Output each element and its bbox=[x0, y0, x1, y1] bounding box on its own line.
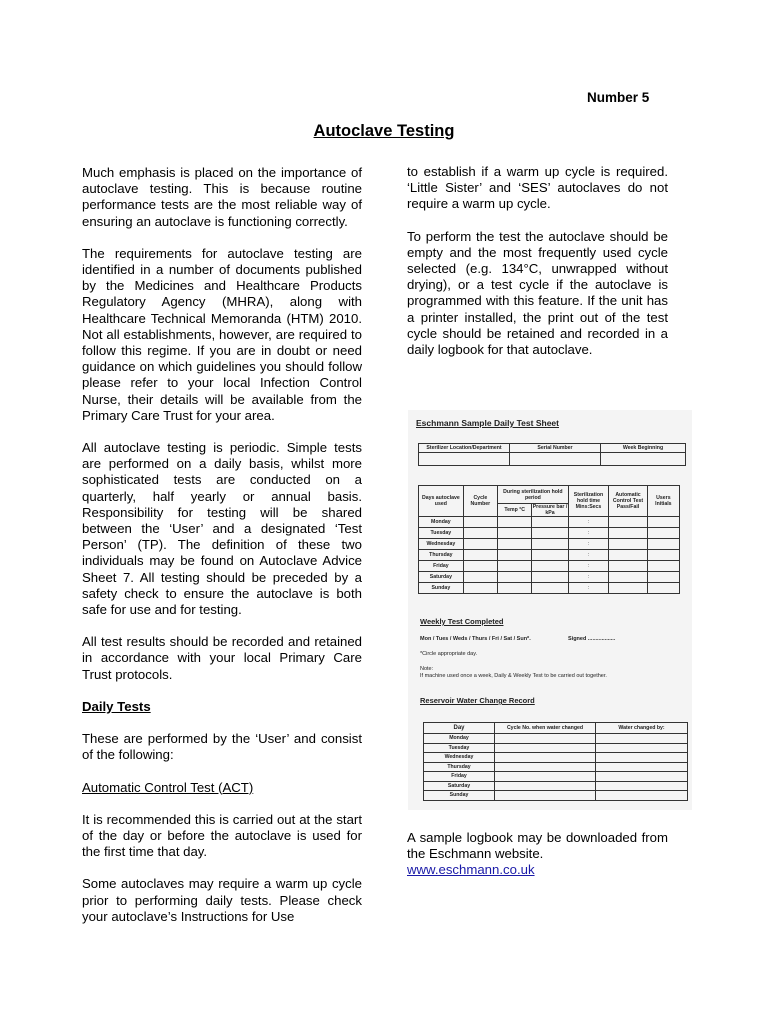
row-day: Tuesday bbox=[419, 528, 464, 539]
header-week: Week Beginning bbox=[601, 444, 686, 453]
daily-tests-heading: Daily Tests bbox=[82, 698, 151, 714]
col-during: During sterilization hold period bbox=[498, 486, 569, 504]
eschmann-website-link[interactable]: www.eschmann.co.uk bbox=[407, 862, 535, 878]
weekly-days: Mon / Tues / Weds / Thurs / Fri / Sat / Sun*. bbox=[420, 636, 531, 642]
colon: : bbox=[568, 561, 609, 572]
right-column-bottom bbox=[407, 830, 668, 879]
signed-line: Signed .................. bbox=[568, 636, 616, 642]
colon: : bbox=[568, 572, 609, 583]
records-paragraph: All test results should be recorded and retained in accordance with your local Primary Care Trust protocols. bbox=[82, 634, 362, 682]
col-hold: Sterilization hold time Mins:Secs bbox=[568, 486, 609, 517]
weekly-test-title: Weekly Test Completed bbox=[420, 617, 504, 626]
row-day: Thursday bbox=[419, 550, 464, 561]
res-col-by: Water changed by: bbox=[596, 723, 688, 734]
circle-note: *Circle appropriate day. bbox=[420, 651, 478, 657]
col-users: Users Initials bbox=[647, 486, 679, 517]
sheet-number: Number 5 bbox=[587, 90, 650, 105]
res-row-day: Friday bbox=[424, 772, 495, 782]
act-paragraph: It is recommended this is carried out at the start of the day or before the autoclave is used for the first time that day. bbox=[82, 811, 362, 860]
col-pressure: Pressure bar / kPa bbox=[532, 504, 568, 516]
row-day: Friday bbox=[419, 561, 464, 572]
colon: : bbox=[568, 583, 609, 594]
row-day: Wednesday bbox=[419, 539, 464, 550]
act-heading: Automatic Control Test (ACT) bbox=[82, 779, 254, 795]
sheet-top-table bbox=[418, 443, 686, 466]
warmup-continued-paragraph: to establish if a warm up cycle is required. ‘Little Sister’ and ‘SES’ autoclaves do not require a warm up cycle. bbox=[407, 164, 668, 212]
res-row-day: Saturday bbox=[424, 781, 495, 791]
sample-test-sheet-image bbox=[408, 410, 692, 810]
requirements-paragraph: The requirements for autoclave testing are identified in a number of documents published by the Medicines and Healthcare Products Regulatory Agency (MHRA), along with Healthcare Technical Memoranda (HTM) 2010. Not all establishments, however, are required to follow this regime. If you are in doubt or need guidance on which guidelines you should follow please refer to your local Infection Control Nurse, their details will be available from the Primary Care Trust for your area. bbox=[82, 245, 362, 423]
res-row-day: Tuesday bbox=[424, 743, 495, 753]
daily-tests-paragraph: These are performed by the ‘User’ and consist of the following: bbox=[82, 731, 362, 763]
res-row-day: Thursday bbox=[424, 762, 495, 772]
col-cycle: Cycle Number bbox=[463, 486, 497, 517]
res-col-day: Day bbox=[424, 723, 495, 734]
header-serial: Serial Number bbox=[510, 444, 601, 453]
res-row-day: Monday bbox=[424, 734, 495, 744]
left-column bbox=[82, 165, 362, 941]
daily-test-table bbox=[418, 485, 680, 594]
col-temp: Temp °C bbox=[498, 504, 532, 517]
logbook-paragraph: A sample logbook may be downloaded from the Eschmann website. bbox=[407, 830, 668, 862]
res-row-day: Sunday bbox=[424, 791, 495, 801]
header-location: Sterilizer Location/Department bbox=[419, 444, 510, 453]
row-day: Saturday bbox=[419, 572, 464, 583]
colon: : bbox=[568, 539, 609, 550]
colon: : bbox=[568, 550, 609, 561]
right-column bbox=[407, 164, 668, 374]
reservoir-table bbox=[423, 722, 688, 801]
reservoir-title: Reservoir Water Change Record bbox=[420, 696, 535, 705]
row-day: Monday bbox=[419, 517, 464, 528]
colon: : bbox=[568, 517, 609, 528]
perform-test-paragraph: To perform the test the autoclave should be empty and the most frequently used cycle selected (e.g. 134°C, unwrapped without drying), or a test cycle if the autoclave is programmed with this feature. If the unit has a printer installed, the print out of the test cycle should be retained and recorded in a daily logbook for that autoclave. bbox=[407, 228, 668, 358]
res-row-day: Wednesday bbox=[424, 753, 495, 763]
col-act: Automatic Control Test Pass/Fail bbox=[609, 486, 647, 517]
periodic-paragraph: All autoclave testing is periodic. Simple tests are performed on a daily basis, whilst more sophisticated tests are conducted on a quarterly, half yearly or annual basis. Responsibility for testing will be shared between the ‘User’ and a designated ‘Test Person’ (TP). The definition of these two individuals may be found on Autoclave Advice Sheet 7. All testing should be preceded by a safety check to ensure the autoclave is both safe for use and for testing. bbox=[82, 440, 362, 618]
intro-paragraph: Much emphasis is placed on the importance of autoclave testing. This is because routine performance tests are the most reliable way of ensuring an autoclave is functioning correctly. bbox=[82, 165, 362, 229]
sheet-title: Eschmann Sample Daily Test Sheet bbox=[416, 418, 559, 428]
note-label: Note: bbox=[420, 666, 434, 672]
res-col-cycle: Cycle No. when water changed bbox=[495, 723, 596, 734]
colon: : bbox=[568, 528, 609, 539]
row-day: Sunday bbox=[419, 583, 464, 594]
page-title: Autoclave Testing bbox=[313, 122, 455, 140]
note-text: If machine used once a week, Daily & Weekly Test to be carried out together. bbox=[420, 673, 607, 679]
col-days: Days autoclave used bbox=[419, 486, 464, 517]
warmup-paragraph: Some autoclaves may require a warm up cycle prior to performing daily tests. Please check your autoclave’s Instructions for Use bbox=[82, 876, 362, 924]
